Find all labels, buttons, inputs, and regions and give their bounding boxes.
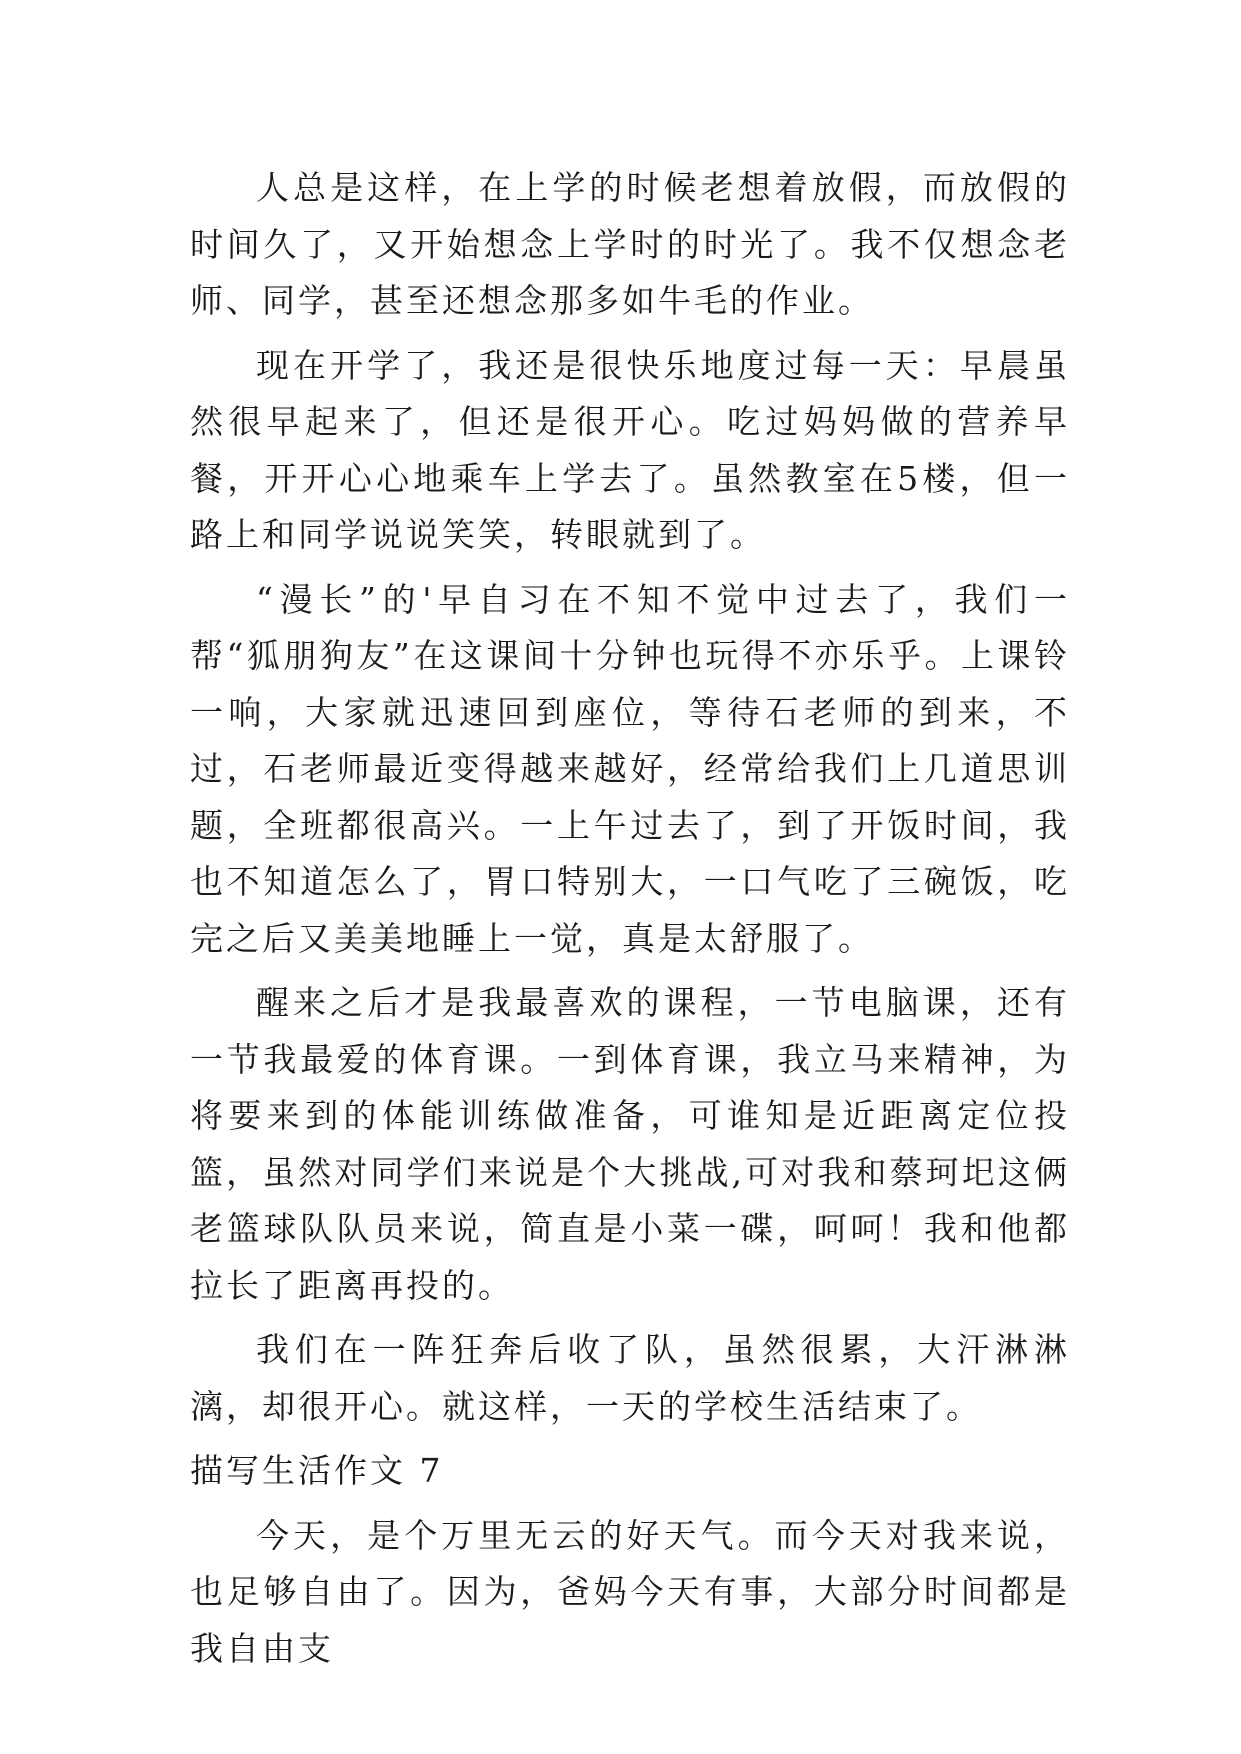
paragraph: 现在开学了，我还是很快乐地度过每一天：早晨虽然很早起来了，但还是很开心。吃过妈妈做的营养早餐，开开心心地乘车上学去了。虽然教室在5楼，但一路上和同学说说笑笑，转眼就到了。 [190,345,1070,554]
document-body [190,160,1070,1685]
paragraph: 醒来之后才是我最喜欢的课程，一节电脑课，还有一节我最爱的体育课。一到体育课，我立马来精神，为将要来到的体能训练做准备，可谁知是近距离定位投篮，虽然对同学们来说是个大挑战,可对我和蔡珂圯这俩老篮球队队员来说，简直是小菜一碟，呵呵！我和他都拉长了距离再投的。 [190,983,1070,1305]
paragraph: 今天，是个万里无云的好天气。而今天对我来说，也足够自由了。因为，爸妈今天有事，大部分时间都是我自由支 [190,1515,1070,1668]
paragraph: “漫长”的'早自习在不知不觉中过去了，我们一帮“狐朋狗友”在这课间十分钟也玩得不亦乐乎。上课铃一响，大家就迅速回到座位，等待石老师的到来，不过，石老师最近变得越来越好，经常给我们上几道思训题，全班都很高兴。一上午过去了，到了开饭时间，我也不知道怎么了，胃口特别大，一口气吃了三碗饭，吃完之后又美美地睡上一觉，真是太舒服了。 [190,579,1070,958]
paragraph: 我们在一阵狂奔后收了队，虽然很累，大汗淋淋漓，却很开心。就这样，一天的学校生活结束了。 [190,1330,1070,1426]
paragraph: 人总是这样，在上学的时候老想着放假，而放假的时间久了，又开始想念上学时的时光了。我不仅想念老师、同学，甚至还想念那多如牛毛的作业。 [190,168,1070,320]
section-heading: 描写生活作文 7 [190,1451,444,1490]
